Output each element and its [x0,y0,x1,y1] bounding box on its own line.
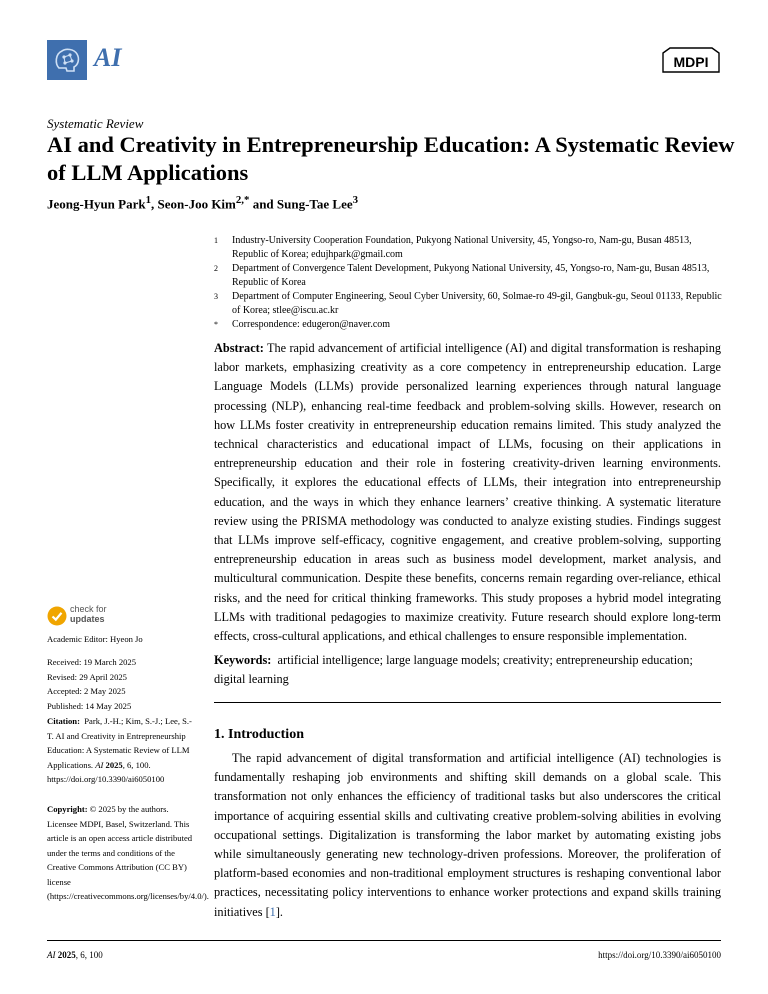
published-date: Published: 14 May 2025 [47,700,132,711]
keywords-label: Keywords: [214,653,272,667]
affiliation-mark: 1 [214,236,218,245]
author-affil-mark: 3 [352,194,359,206]
keywords-text: artificial intelligence; large language models; creativity; entrepreneurship education; digital learning [214,653,693,687]
publisher-logo [661,45,721,75]
history-dates [47,655,197,713]
revised-date: Revised: 29 April 2025 [47,671,127,682]
affiliation-item [214,262,724,290]
affiliation-item [214,290,724,318]
footer-divider [47,940,721,941]
publisher-name: MDPI [673,54,709,70]
author-separator: , [151,196,158,212]
affiliation-text: Department of Computer Engineering, Seoul Cyber University, 60, Solmae-ro 49-gil, Gangbuk-gu, Seoul 01133, Republic of Korea; stlee@iscu.ac.kr [232,291,722,316]
footer-vol-page: , 6, 100 [75,950,103,960]
received-date: Received: 19 March 2025 [47,657,137,667]
accepted-date: Accepted: 2 May 2025 [47,686,126,696]
check-label: check for [70,604,107,614]
academic-editor: Academic Editor: Hyeon Jo [47,634,143,644]
abstract-label: Abstract: [214,341,264,355]
updates-label: updates [70,614,105,624]
section-divider [214,702,721,703]
author-name: Seon-Joo Kim [157,196,236,212]
abstract-text: The rapid advancement of artificial intelligence (AI) and digital transformation is reshaping labor markets, emphasizing creativity as a core competency in entrepreneurship education. Large Language Models (LLMs) provide personalized learning experiences through natural language processing (NLP), enhancing real-time feedback and problem-solving skills. However, research on how LLMs foster creativity in entrepreneurship education remains limited. This study analyzed the technical characteristics and educational impact of LLMs, focusing on their applications in entrepreneurship education and their role in fostering creativity-driven learning environments. Specifically, it explores the educational effects of LLMs, their integration into entrepreneurship education, and the ways in which they enhance learners’ creative thinking. A systematic literature review using the PRISMA methodology was conducted to analyze existing studies. Findings suggest that LLMs improve self-efficacy, cognitive engagement, and creative problem-solving, supporting entrepreneurship education in areas such as business model development, market analysis, and multicultural communication. Despite these benefits, concerns remain regarding over-reliance, ethical risks, and the need for critical thinking frameworks. This study proposes a hybrid model integrating LLMs with traditional pedagogies to maximize creativity. Future research should explore long-term effects, cross-cultural applications, and ethical challenges to ensure responsible implementation. [214,341,721,644]
footer-journal-info [47,950,103,960]
citation-label: Citation: [47,716,80,726]
intro-text: The rapid advancement of digital transformation and artificial intelligence (AI) technologies is fundamentally reshaping job environments and shifting skill demands on a global scale. This transformation not only enhances the efficiency of traditional tasks but also underscores the critical importance of acquiring essential skills and cultivating creative problem-solving abilities in evolving occupational settings. Digitalization is transforming the labor market by automating existing jobs while simultaneously generating new technology-driven professions. Moreover, the proliferation of platform-based economies and non-traditional employment structures is reshaping conventional labor practices, necessitating policy interventions to enhance worker protections and expand skills training initiatives [214,751,721,919]
citation-block [47,714,197,787]
affiliation-text: Industry-University Cooperation Foundation, Pukyong National University, 45, Yongso-ro, Nam-gu, Busan 48513, Republic of Korea; edujhpark@gmail.com [232,235,692,260]
checkmark-icon [47,606,67,626]
author-affil-mark: 1 [145,194,152,206]
abstract [214,339,721,646]
affiliation-text: Department of Convergence Talent Development, Pukyong National University, 45, Yongso-ro, Nam-gu, Busan 48513, Republic of Korea [232,263,710,288]
article-type: Systematic Review [47,116,144,131]
affiliation-text: Correspondence: edugeron@naver.com [232,319,391,330]
section-heading: 1. Introduction [214,727,304,742]
citation-year: 2025 [105,759,123,770]
affiliation-mark: 3 [214,292,218,301]
affiliation-mark: 2 [214,264,218,273]
intro-paragraph: The rapid advancement of digital transformation and artificial intelligence (AI) technologies is fundamentally reshaping job environments and shifting skill demands on a global scale. This transformation not only enhances the efficiency of traditional tasks but also underscores the critical importance of acquiring essential skills and cultivating creative problem-solving abilities in evolving occupational settings. Digitalization is transforming the labor market by automating existing jobs while simultaneously generating new technology-driven professions. Moreover, the proliferation of platform-based economies and non-traditional employment structures is reshaping conventional labor practices, necessitating policy interventions to enhance worker protections and expand skills training initiatives [1]. [214,751,721,919]
affiliation-item [214,234,724,262]
citation-doi[interactable]: , 6, 100. https://doi.org/10.3390/ai6050100 [47,759,165,784]
footer-year: 2025 [57,950,76,960]
author-name: Sung-Tae Lee [276,196,353,212]
copyright-text: © 2025 by the authors. Licensee MDPI, Basel, Switzerland. This article is an open access article distributed under the terms and conditions of the Creative Commons Attribution (CC BY) license (https://creativecommons.org/licenses/by/4.0/). [47,804,209,901]
citation-link[interactable]: 1 [269,904,276,919]
footer-doi[interactable]: https://doi.org/10.3390/ai6050100 [598,950,721,960]
affiliation-mark: * [214,320,218,329]
copyright-label: Copyright: [47,804,88,814]
brain-circuit-icon [47,40,87,80]
keywords [214,651,721,689]
author-list [47,194,358,212]
author-separator: and [249,196,277,212]
check-for-updates-badge[interactable] [47,604,137,628]
author-affil-mark: 2,* [235,194,250,206]
footer-journal: AI [47,950,56,960]
author-name: Jeong-Hyun Park [47,196,146,212]
journal-logo [47,40,87,80]
affiliation-list [214,234,724,332]
article-title: AI and Creativity in Entrepreneurship Education: A Systematic Review of LLM Applications [47,132,735,186]
copyright-block [47,802,209,904]
journal-name: AI [94,43,122,72]
citation-journal: AI [95,759,104,770]
correspondence-item [214,318,724,332]
citation-text: Park, J.-H.; Kim, S.-J.; Lee, S.-T. AI and Creativity in Entrepreneurship Education: A Systematic Review of LLM Applications. [47,716,192,770]
